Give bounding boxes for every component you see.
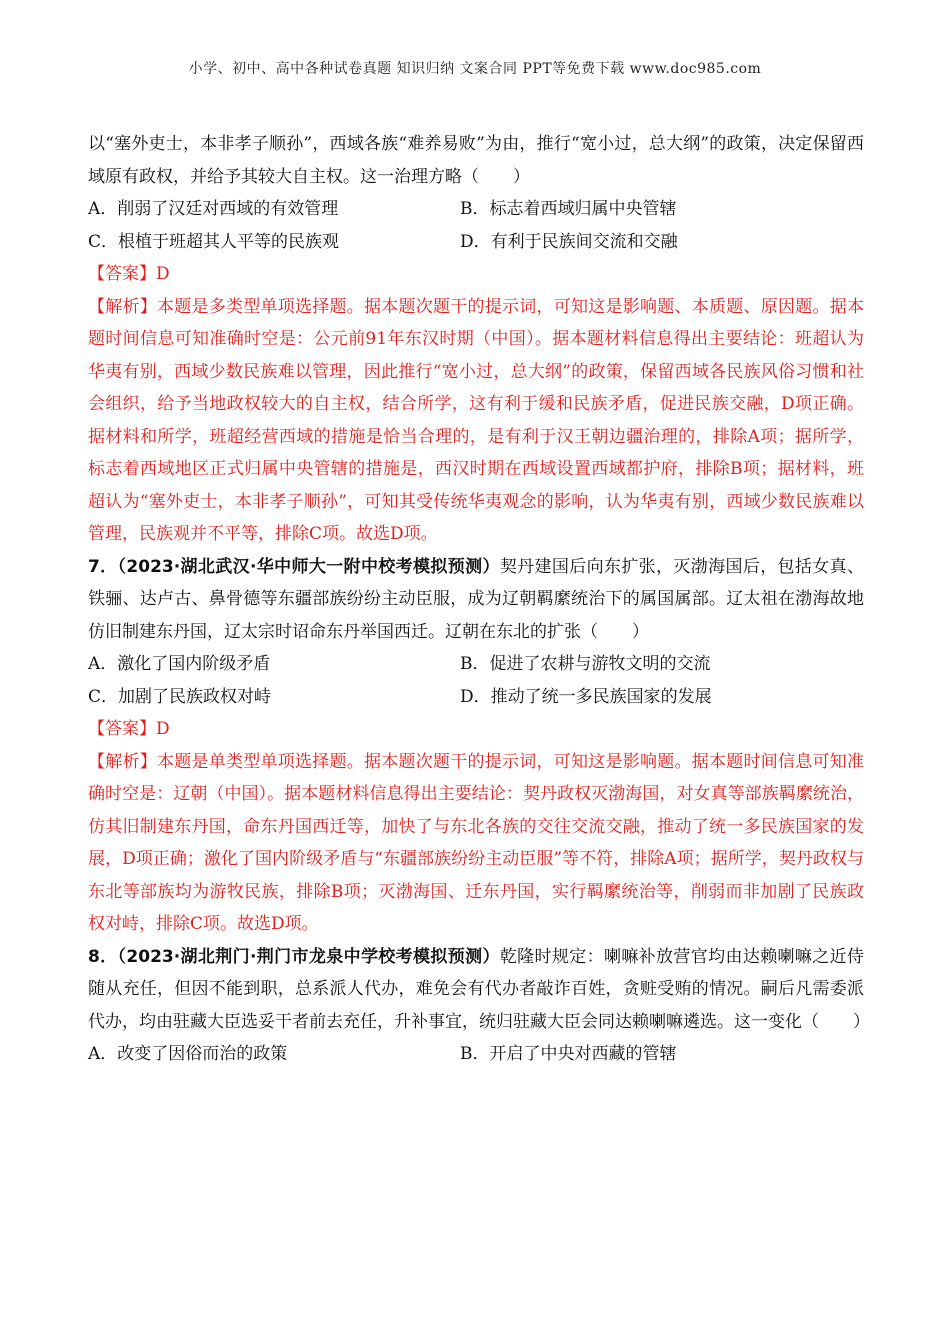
document-body [88, 128, 870, 1071]
q8-options-row-1 [88, 1038, 864, 1071]
q6-options-row-2 [88, 226, 864, 259]
q6-option-a[interactable]: A．削弱了汉廷对西域的有效管理 [88, 199, 339, 219]
q7-answer: 【答案】D [88, 719, 170, 739]
q8-source: （2023·湖北荆门·荆门市龙泉中学校考模拟预测） [117, 946, 500, 967]
q8-question [88, 941, 870, 1039]
q8-option-b[interactable]: B．开启了中央对西藏的管辖 [460, 1044, 677, 1064]
q6-option-b[interactable]: B．标志着西域归属中央管辖 [460, 199, 677, 219]
q7-options-row-2 [88, 681, 864, 714]
q8-number: 8． [88, 946, 118, 967]
q7-stem: 契丹建国后向东扩张，灭渤海国后，包括女真、铁骊、达卢古、鼻骨德等东疆部族纷纷主动臣服，成为辽朝羁縻统治下的属国属部。辽太祖在渤海故地仿旧制建东丹国，辽太宗时诏命东丹举国西迁。辽朝在东北的扩张（ ） [88, 556, 864, 642]
q6-options-row-1 [88, 193, 864, 226]
q7-option-a[interactable]: A．激化了国内阶级矛盾 [88, 654, 271, 674]
q6-analysis: 【解析】本题是多类型单项选择题。据本题次题干的提示词，可知这是影响题、本质题、原因题。据本题时间信息可知准确时空是：公元前91年东汉时期（中国）。据本题材料信息得出主要结论：班超认为华夷有别，西域少数民族难以管理，因此推行“宽小过，总大纲”的政策，保留西域各民族风俗习惯和社会组织，给予当地政权较大的自主权，结合所学，这有利于缓和民族矛盾，促进民族交融，D项正确。据材料和所学，班超经营西域的措施是恰当合理的，是有利于汉王朝边疆治理的，排除A项；据所学，标志着西域地区正式归属中央管辖的措施是，西汉时期在西域设置西域都护府，排除B项；据材料，班超认为“塞外吏士，本非孝子顺孙”，可知其受传统华夷观念的影响，认为华夷有别，西域少数民族难以管理，民族观并不平等，排除C项。故选D项。 [88, 296, 864, 544]
q7-option-c[interactable]: C．加剧了民族政权对峙 [88, 686, 272, 707]
q7-question [88, 551, 864, 649]
q6-option-c[interactable]: C．根植于班超其人平等的民族观 [88, 231, 340, 252]
q7-option-d[interactable]: D．推动了统一多民族国家的发展 [460, 686, 712, 707]
q8-stem: 乾隆时规定：喇嘛补放营官均由达赖喇嘛之近侍随从充任，但因不能到职，总系派人代办，难免会有代办者敲诈百姓，贪赃受贿的情况。嗣后凡需委派代办，均由驻藏大臣选妥干者前去充任，升补事宜，统归驻藏大臣会同达赖喇嘛遴选。这一变化（ ） [88, 946, 870, 1032]
page-header: 小学、初中、高中各种试卷真题 知识归纳 文案合同 PPT等免费下载 www.doc985.com [188, 61, 762, 77]
q7-options-row-1 [88, 648, 864, 681]
q7-number: 7． [88, 556, 118, 577]
q7-source: （2023·湖北武汉·华中师大一附中校考模拟预测） [117, 556, 500, 577]
q7-option-b[interactable]: B．促进了农耕与游牧文明的交流 [460, 654, 711, 674]
q6-answer: 【答案】D [88, 264, 170, 284]
q6-stem: 以“塞外吏士，本非孝子顺孙”，西域各族“难养易败”为由，推行“宽小过，总大纲”的政策，决定保留西域原有政权，并给予其较大自主权。这一治理方略（ ） [88, 134, 864, 187]
q8-option-a[interactable]: A．改变了因俗而治的政策 [88, 1044, 288, 1064]
q7-analysis: 【解析】本题是单类型单项选择题。据本题次题干的提示词，可知这是影响题。据本题时间信息可知准确时空是：辽朝（中国）。据本题材料信息得出主要结论：契丹政权灭渤海国，对女真等部族羁縻统治，仿其旧制建东丹国，命东丹国西迁等，加快了与东北各族的交往交流交融，推动了统一多民族国家的发展，D项正确；激化了国内阶级矛盾与“东疆部族纷纷主动臣服”等不符，排除A项；据所学，契丹政权与东北等部族均为游牧民族，排除B项；灭渤海国、迁东丹国，实行羁縻统治等，削弱而非加剧了民族政权对峙，排除C项。故选D项。 [88, 751, 864, 934]
q6-option-d[interactable]: D．有利于民族间交流和交融 [460, 231, 678, 252]
